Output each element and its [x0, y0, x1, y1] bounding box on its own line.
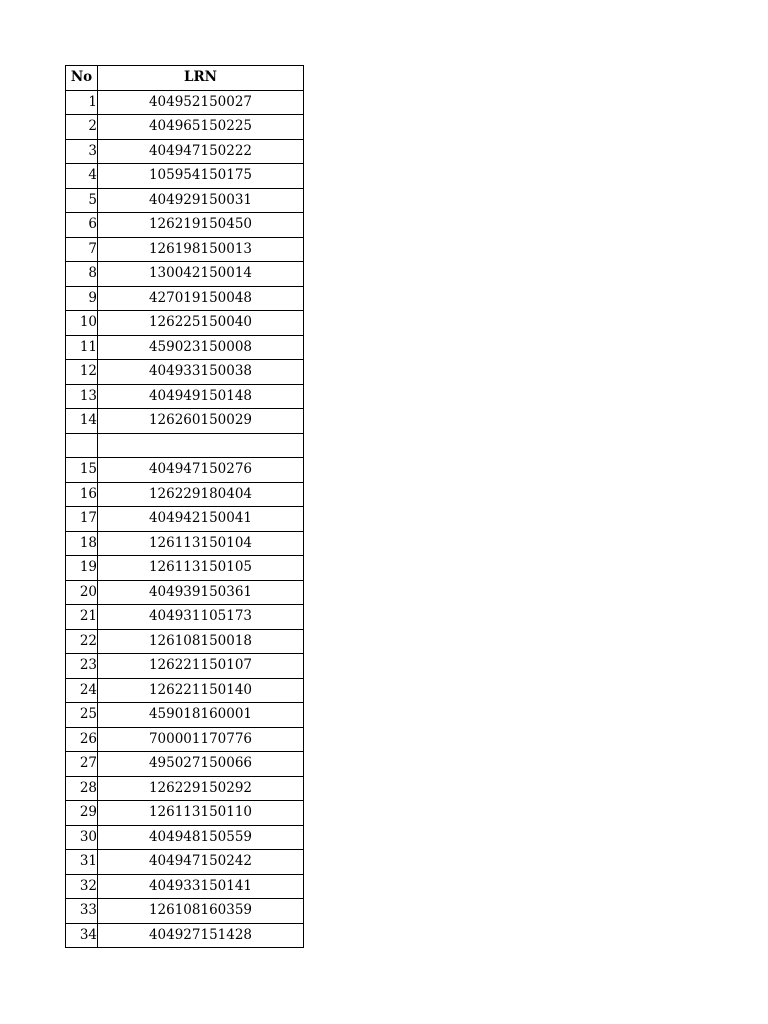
row-number-cell: 1: [66, 90, 98, 115]
row-number-cell: 23: [66, 654, 98, 679]
table-row: [66, 335, 304, 360]
header-lrn: LRN: [98, 66, 304, 91]
row-number-cell: 26: [66, 727, 98, 752]
lrn-cell: 126108150018: [98, 629, 304, 654]
table-row: [66, 801, 304, 826]
row-number-cell: 18: [66, 531, 98, 556]
lrn-cell: 404947150242: [98, 850, 304, 875]
row-number-cell: 4: [66, 164, 98, 189]
table-row: [66, 531, 304, 556]
table-row: [66, 360, 304, 385]
lrn-cell: 404933150141: [98, 874, 304, 899]
row-number-cell: 34: [66, 923, 98, 948]
lrn-cell: 404947150276: [98, 458, 304, 483]
row-number-cell: 25: [66, 703, 98, 728]
lrn-cell: 404952150027: [98, 90, 304, 115]
table-row: [66, 580, 304, 605]
table-row: [66, 433, 304, 458]
row-number-cell: 11: [66, 335, 98, 360]
lrn-cell: 459018160001: [98, 703, 304, 728]
row-number-cell: 22: [66, 629, 98, 654]
row-number-cell: 5: [66, 188, 98, 213]
row-number-cell: 9: [66, 286, 98, 311]
table-row: [66, 507, 304, 532]
row-number-cell: 7: [66, 237, 98, 262]
table-row: [66, 605, 304, 630]
lrn-cell: 404929150031: [98, 188, 304, 213]
lrn-cell: 700001170776: [98, 727, 304, 752]
row-number-cell: 3: [66, 139, 98, 164]
header-row: [66, 66, 304, 91]
row-number-cell: [66, 433, 98, 458]
lrn-cell: 404931105173: [98, 605, 304, 630]
row-number-cell: 27: [66, 752, 98, 777]
lrn-cell: 126221150140: [98, 678, 304, 703]
row-number-cell: 28: [66, 776, 98, 801]
header-no: No: [66, 66, 98, 91]
row-number-cell: 33: [66, 899, 98, 924]
table-row: [66, 727, 304, 752]
lrn-cell: 130042150014: [98, 262, 304, 287]
row-number-cell: 32: [66, 874, 98, 899]
lrn-cell: 404939150361: [98, 580, 304, 605]
lrn-cell: 404927151428: [98, 923, 304, 948]
lrn-table: [65, 65, 304, 948]
lrn-cell: 126260150029: [98, 409, 304, 434]
row-number-cell: 10: [66, 311, 98, 336]
row-number-cell: 29: [66, 801, 98, 826]
table-row: [66, 409, 304, 434]
lrn-cell: 126108160359: [98, 899, 304, 924]
table-row: [66, 237, 304, 262]
lrn-cell: 404949150148: [98, 384, 304, 409]
table-row: [66, 384, 304, 409]
lrn-cell: 404933150038: [98, 360, 304, 385]
row-number-cell: 13: [66, 384, 98, 409]
table-row: [66, 311, 304, 336]
table-row: [66, 752, 304, 777]
row-number-cell: 19: [66, 556, 98, 581]
table-row: [66, 115, 304, 140]
table-row: [66, 482, 304, 507]
lrn-cell: 459023150008: [98, 335, 304, 360]
row-number-cell: 15: [66, 458, 98, 483]
lrn-cell: 126221150107: [98, 654, 304, 679]
table-row: [66, 678, 304, 703]
table-row: [66, 188, 304, 213]
row-number-cell: 24: [66, 678, 98, 703]
lrn-cell: 126219150450: [98, 213, 304, 238]
lrn-cell: 495027150066: [98, 752, 304, 777]
table-row: [66, 164, 304, 189]
row-number-cell: 2: [66, 115, 98, 140]
row-number-cell: 30: [66, 825, 98, 850]
table-row: [66, 286, 304, 311]
row-number-cell: 12: [66, 360, 98, 385]
table-row: [66, 556, 304, 581]
row-number-cell: 21: [66, 605, 98, 630]
table-row: [66, 776, 304, 801]
lrn-cell: 126225150040: [98, 311, 304, 336]
lrn-cell: 404942150041: [98, 507, 304, 532]
table-row: [66, 923, 304, 948]
table-row: [66, 899, 304, 924]
lrn-cell: 126113150110: [98, 801, 304, 826]
table-body: [66, 90, 304, 948]
row-number-cell: 20: [66, 580, 98, 605]
table-row: [66, 139, 304, 164]
table-row: [66, 458, 304, 483]
table-row: [66, 703, 304, 728]
lrn-cell: 126229150292: [98, 776, 304, 801]
table-row: [66, 629, 304, 654]
table-row: [66, 654, 304, 679]
lrn-cell: 126198150013: [98, 237, 304, 262]
row-number-cell: 14: [66, 409, 98, 434]
table-row: [66, 874, 304, 899]
lrn-cell: 404948150559: [98, 825, 304, 850]
table-row: [66, 825, 304, 850]
row-number-cell: 17: [66, 507, 98, 532]
lrn-cell: 126113150105: [98, 556, 304, 581]
lrn-cell: 404947150222: [98, 139, 304, 164]
lrn-cell: 126229180404: [98, 482, 304, 507]
table-row: [66, 850, 304, 875]
lrn-cell: 126113150104: [98, 531, 304, 556]
table-row: [66, 90, 304, 115]
row-number-cell: 8: [66, 262, 98, 287]
lrn-cell: 105954150175: [98, 164, 304, 189]
row-number-cell: 6: [66, 213, 98, 238]
table-header: [66, 66, 304, 91]
lrn-cell: [98, 433, 304, 458]
table-row: [66, 213, 304, 238]
table-row: [66, 262, 304, 287]
lrn-cell: 404965150225: [98, 115, 304, 140]
row-number-cell: 31: [66, 850, 98, 875]
row-number-cell: 16: [66, 482, 98, 507]
lrn-cell: 427019150048: [98, 286, 304, 311]
